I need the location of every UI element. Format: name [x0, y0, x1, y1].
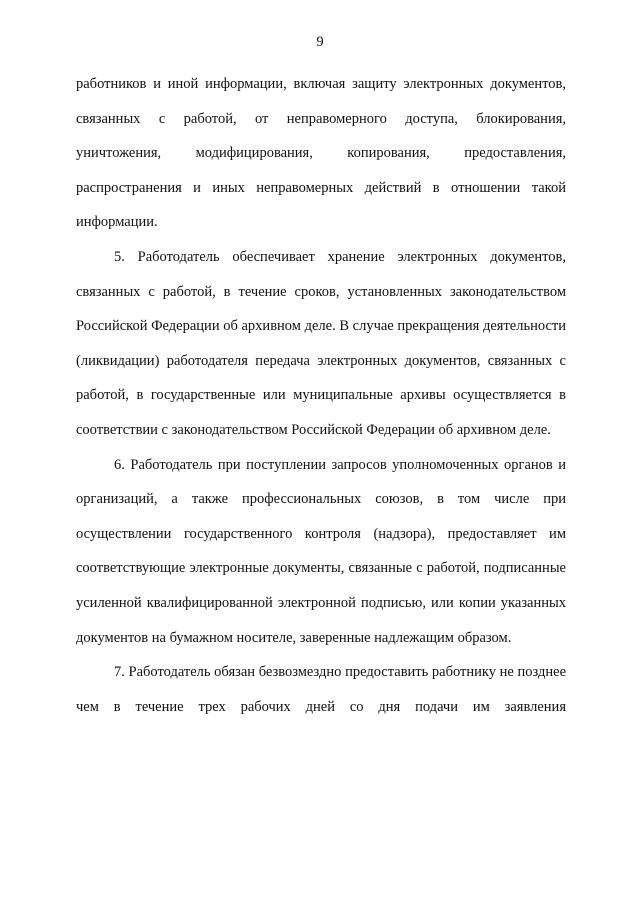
paragraph-item-5: 5. Работодатель обеспечивает хранение электронных документов, связанных с работой, в течение сроков, установленных законодательством Российской Федерации об архивном деле. В случае прекращения деятельности (ликвидации) работодателя передача электронных документов, связанных с работой, в государственные или муниципальные архивы осуществляется в соответствии с законодательством Российской Федерации об архивном деле.: [76, 248, 566, 438]
paragraph-item-7: 7. Работодатель обязан безвозмездно предоставить работнику не позднее чем в течение трех рабочих дней со дня подачи им заявления: [76, 664, 566, 715]
page-number: 9: [316, 34, 324, 50]
paragraph-continuation: работников и иной информации, включая защиту электронных документов, связанных с работой, от неправомерного доступа, блокирования, уничтожения, модифицирования, копирования, предоставления, распространения и иных неправомерных действий в отношении такой информации.: [76, 76, 566, 231]
paragraph-item-6: 6. Работодатель при поступлении запросов уполномоченных органов и организаций, а также профессиональных союзов, в том числе при осуществлении государственного контроля (надзора), предоставляет им соответствующие электронные документы, связанные с работой, подписанные усиленной квалифицированной электронной подписью, или копии указанных документов на бумажном носителе, заверенные надлежащим образом.: [76, 456, 566, 646]
document-body: [76, 67, 566, 724]
